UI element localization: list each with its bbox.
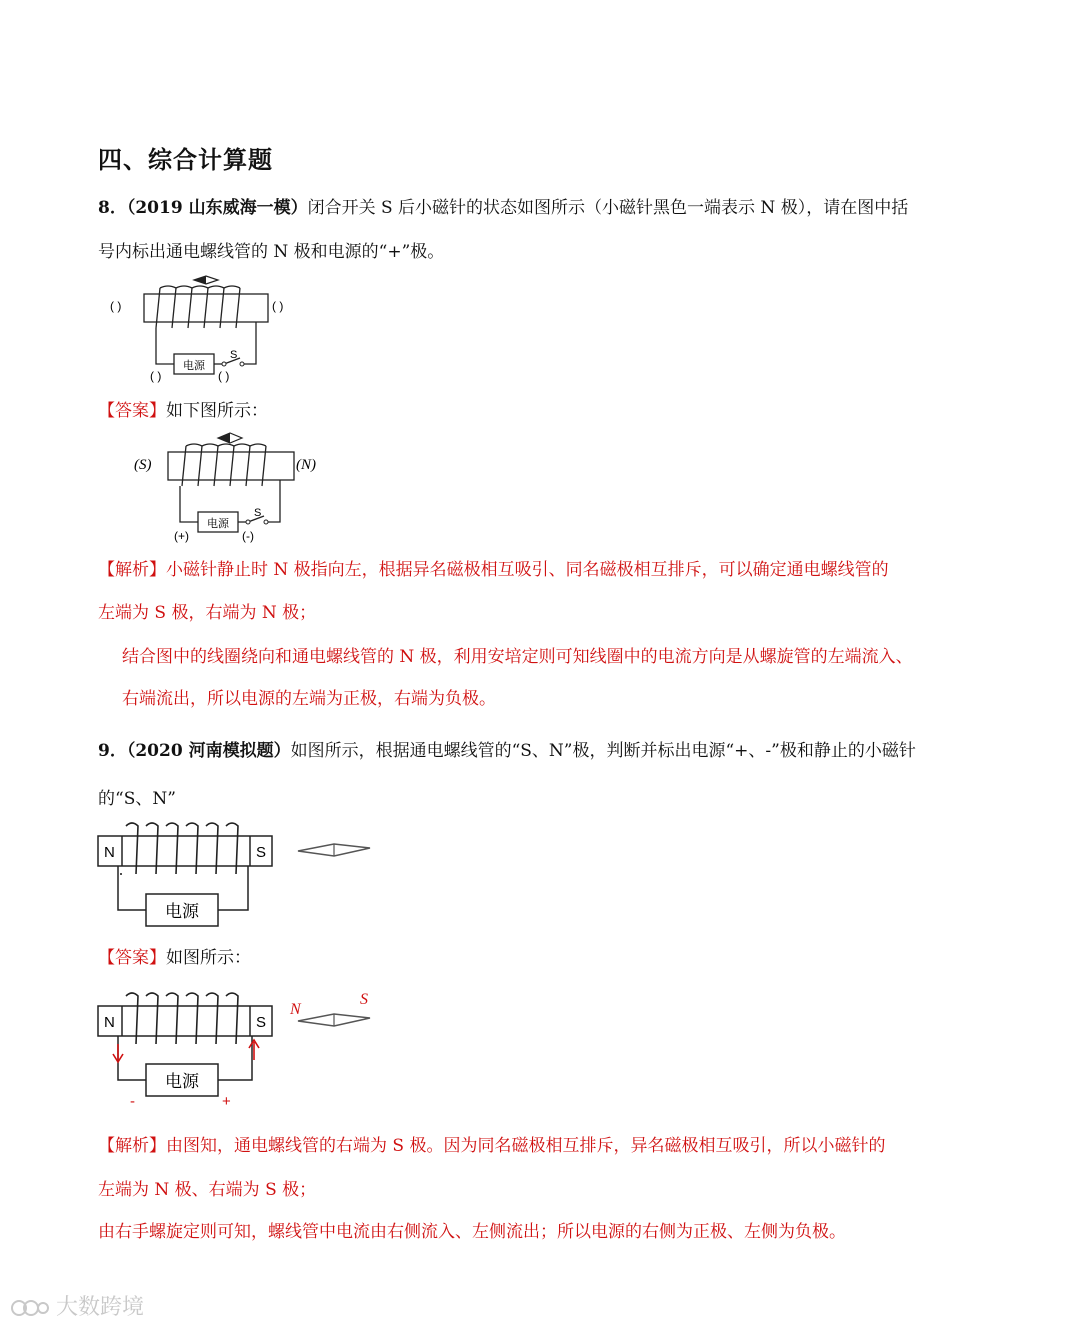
q9-text-rest: 如图所示，根据通电螺线管的“S、N”极，判断并标出电源“+、-”极和静止的小磁针 [290, 741, 916, 761]
needle-left-label: N [290, 1001, 301, 1018]
power-source-label: 电源 [207, 518, 229, 530]
current-arrow-right-icon [249, 1040, 259, 1060]
q9-analysis-line3: 由右手螺旋定则可知，螺线管中电流由右侧流入、左侧流出；所以电源的右侧为正极、左侧为负极。 [98, 1222, 846, 1242]
solenoid-core [98, 1006, 272, 1036]
watermark-text: 大数跨境 [56, 1295, 145, 1320]
q8-text-line1 [98, 198, 908, 218]
q9-number: 9． [98, 741, 127, 761]
power-source-label: 电源 [165, 902, 199, 921]
q8-text-rest: 闭合开关 S 后小磁针的状态如图所示（小磁针黑色一端表示 N 极），请在图中括 [307, 198, 909, 218]
q9-answer-text: 如图所示： [166, 948, 251, 968]
q9-answer-label: 【答案】 [98, 948, 166, 968]
answer-plus: (+) [174, 529, 189, 543]
circuit-wire [118, 866, 146, 910]
q8-answer-label: 【答案】 [98, 401, 166, 421]
answer-minus: (-) [242, 529, 254, 543]
needle-right-label: S [360, 991, 368, 1008]
watermark [10, 1290, 144, 1321]
q8-answer [98, 401, 268, 421]
power-source-label: 电源 [165, 1072, 199, 1091]
q9-analysis-line2: 左端为 N 极、右端为 S 极； [98, 1180, 317, 1200]
q8-analysis-line4: 右端流出，所以电源的左端为正极，右端为负极。 [122, 689, 496, 709]
circuit-wire [180, 486, 198, 522]
left-pole-label: N [104, 844, 115, 861]
q9-analysis-label: 【解析】 [98, 1136, 166, 1156]
right-pole-label: S [256, 1014, 267, 1031]
power-source-label: 电源 [183, 360, 205, 372]
circuit-wire [156, 328, 174, 364]
right-bracket: ( ) [272, 299, 284, 313]
section-title: 四、综合计算题 [98, 145, 273, 174]
watermark-logo-icon [10, 1297, 50, 1319]
q9-text-line2: 的“S、N” [98, 789, 176, 809]
q8-figure [100, 272, 320, 384]
q8-number: 8． [98, 198, 127, 218]
q8-analysis-line1 [98, 560, 889, 580]
switch-label: S [230, 349, 238, 361]
q9-answer-figure [96, 988, 386, 1108]
left-pole-label: N [104, 1014, 115, 1031]
left-bracket: ( ) [110, 299, 122, 313]
q8-analysis-label: 【解析】 [98, 560, 166, 580]
q9-analysis-line1 [98, 1136, 885, 1156]
q8-text-line2: 号内标出通电螺线管的 N 极和电源的“+”极。 [98, 242, 445, 262]
q9-answer [98, 948, 251, 968]
circuit-wire [118, 1036, 146, 1080]
solenoid-core [98, 836, 272, 866]
switch-label: S [254, 507, 262, 519]
source-minus-label: - [130, 1093, 135, 1110]
q8-analysis-text1: 小磁针静止时 N 极指向左，根据异名磁极相互吸引、同名磁极相互排斥，可以确定通电螺线管的 [166, 560, 889, 580]
q9-analysis-text1: 由图知，通电螺线管的右端为 S 极。因为同名磁极相互排斥，异名磁极相互吸引，所以小磁针的 [166, 1136, 886, 1156]
current-arrow-left-icon [113, 1044, 123, 1062]
q9-figure [96, 818, 386, 938]
bottom-left-bracket: ( ) [150, 369, 162, 383]
answer-right-pole: (N) [296, 457, 316, 473]
q8-answer-text: 如下图所示： [166, 401, 268, 421]
q9-text-line1 [98, 741, 916, 761]
answer-left-pole: (S) [134, 457, 152, 473]
q8-source: （2019 山东威海一模） [126, 198, 308, 218]
source-plus-label: + [222, 1093, 231, 1110]
q8-answer-figure [130, 428, 340, 548]
q8-analysis-line2: 左端为 S 极，右端为 N 极； [98, 603, 317, 623]
q8-analysis-line3: 结合图中的线圈绕向和通电螺线管的 N 极，利用安培定则可知线圈中的电流方向是从螺旋管的左端流入、 [122, 647, 913, 667]
right-pole-label: S [256, 844, 267, 861]
q9-source: （2020 河南模拟题） [126, 741, 291, 761]
bottom-right-bracket: ( ) [218, 369, 230, 383]
